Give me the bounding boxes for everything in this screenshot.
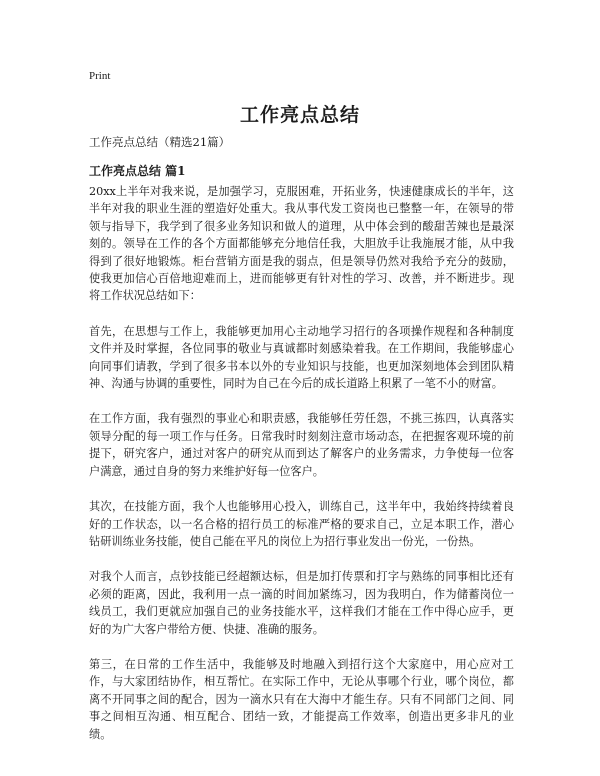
- section-heading: 工作亮点总结 篇1: [89, 164, 186, 178]
- document-subtitle: 工作亮点总结（精选21篇）: [89, 135, 231, 149]
- paragraph-1: 20xx上半年对我来说，是加强学习，克服困难，开拓业务，快速健康成长的半年，这半年对我的职业生涯的塑造好处重大。我从事代发工资岗也已整整一年，在领导的带领与指导下，我学到了很多业务知识和做人的道理，从中体会到的酸甜苦辣也是最深刻的。领导在工作的各个方面都能够充分地信任我，大胆放手让我施展才能，从中我得到了很好地锻炼。柜台营销方面是我的弱点，但是领导仍然对我给予充分的鼓励，使我更加信心百倍地迎难而上，进而能够更有针对性的学习、改善，并不断进步。现将工作状况总结如下：: [89, 185, 514, 303]
- paragraph-6: 第三，在日常的工作生活中，我能够及时地融入到招行这个大家庭中，用心应对工作，与大家团结协作，相互帮忙。在实际工作中，无论从事哪个行业，哪个岗位，都离不开同事之间的配合，因为一滴水只有在大海中才能生存。只有不同部门之间、同事之间相互沟通、相互配合、团结一致，才能提高工作效率，创造出更多非凡的业绩。: [89, 657, 514, 741]
- print-link[interactable]: Print: [89, 70, 111, 82]
- page-title: 工作亮点总结: [239, 104, 360, 126]
- paragraph-5: 对我个人而言，点钞技能已经超额达标，但是加打传票和打字与熟练的同事相比还有必须的距离，因此，我利用一点一滴的时间加紧练习，因为我明白，作为储蓄岗位一线员工，我们更就应加强自己的业务技能水平，这样我们才能在工作中得心应手，更好的为广大客户带给方便、快捷、准确的服务。: [89, 570, 514, 636]
- paragraph-4: 其次，在技能方面，我个人也能够用心投入，训练自己，这半年中，我始终持续着良好的工作状态，以一名合格的招行员工的标准严格的要求自己，立足本职工作，潜心钻研训练业务技能，使自己能在平凡的岗位上为招行事业发出一份光，一份热。: [89, 500, 514, 548]
- paragraph-3: 在工作方面，我有强烈的事业心和职责感，我能够任劳任怨，不挑三拣四，认真落实领导分配的每一项工作与任务。日常我时时刻刻注意市场动态，在把握客观环境的前提下，研究客户，通过对客户的研究从而到达了解客户的业务需求，力争使每一位客户满意，通过自身的努力来维护好每一位客户。: [89, 412, 514, 478]
- document-body: [89, 183, 514, 761]
- paragraph-2: 首先，在思想与工作上，我能够更加用心主动地学习招行的各项操作规程和各种制度文件并及时掌握，各位同事的敬业与真诚都时刻感染着我。在工作期间，我能够虚心向同事们请教，学到了很多书本以外的专业知识与技能，也更加深刻地体会到团队精神、沟通与协调的重要性，同时为自己在今后的成长道路上积累了一笔不小的财富。: [89, 324, 514, 391]
